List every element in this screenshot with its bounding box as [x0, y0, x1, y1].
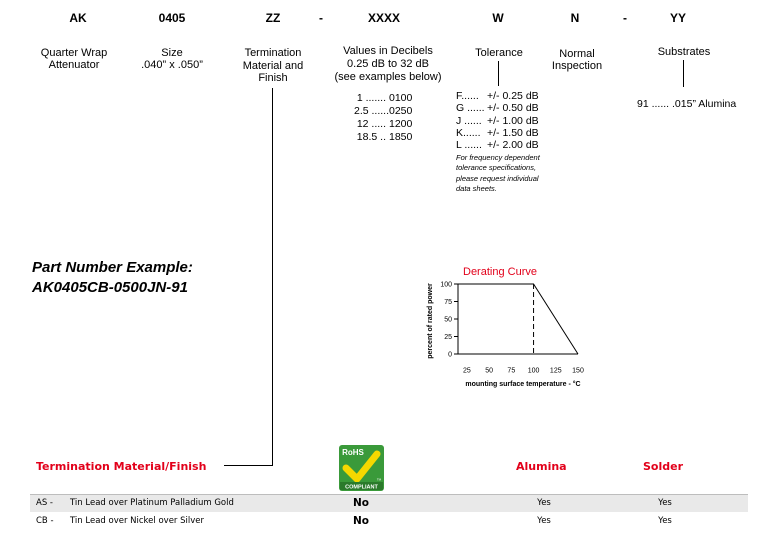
label-line: Attenuator: [48, 59, 100, 71]
note-line: please request individual: [456, 173, 539, 183]
value-code: 0250: [389, 104, 413, 117]
code-inspection: N: [570, 11, 580, 25]
label-value: [318, 45, 458, 84]
table-row: [30, 512, 748, 530]
row-solder: Yes: [658, 516, 672, 526]
logo-bottom-text: COMPLIANT: [345, 484, 378, 491]
y-tick-label: 75: [444, 299, 452, 306]
value-code: 0100: [389, 91, 413, 104]
y-tick-label: 50: [444, 316, 452, 324]
code-separator: -: [319, 11, 323, 25]
tolerance-key: F......: [456, 90, 479, 102]
label-line: Substrates: [657, 46, 711, 58]
row-code: CB -: [36, 516, 54, 526]
substrate-option: 91 ...... .015” Alumina: [637, 97, 737, 110]
tolerance-key: J ......: [456, 114, 482, 127]
row-code: AS -: [36, 498, 53, 508]
label-line: Size: [161, 47, 183, 59]
code-size: 0405: [158, 11, 186, 25]
tolerance-key: L ......: [456, 139, 482, 151]
note-line: tolerance specifications,: [456, 163, 537, 173]
code-termination: ZZ: [265, 11, 281, 25]
code-type: AK: [69, 11, 87, 25]
table-row: [30, 495, 748, 512]
value-db: 1 .......: [356, 91, 386, 104]
finish-table-heading: Termination Material/Finish: [36, 460, 207, 473]
label-line: Termination: [244, 47, 302, 59]
label-size: [112, 47, 232, 71]
logo-top-text: RoHS: [342, 448, 364, 457]
code-separator: -: [623, 11, 627, 25]
substrate-connector: [683, 60, 684, 87]
value-db: 18.5 ..: [356, 130, 386, 143]
tolerance-note: [456, 153, 540, 194]
y-tick-label: 25: [444, 334, 452, 341]
y-tick-label: 100: [440, 281, 452, 289]
code-value: XXXX: [367, 11, 400, 25]
row-description: Tin Lead over Nickel over Silver: [70, 516, 204, 526]
label-line: .040” x .050”: [141, 59, 203, 71]
label-line: Material and: [242, 59, 304, 72]
label-line: Inspection: [551, 60, 603, 72]
row-description: Tin Lead over Platinum Palladium Gold: [70, 498, 234, 508]
termination-connector-vertical: [272, 88, 273, 466]
tolerance-key: G ......: [456, 102, 485, 115]
value-db: 2.5 ......: [354, 104, 390, 117]
x-tick-label: 75: [507, 367, 516, 375]
label-inspection: [537, 48, 617, 72]
note-line: For frequency dependent: [456, 153, 540, 162]
tolerance-spec: +/- 1.00 dB: [487, 114, 539, 127]
row-alumina: Yes: [537, 516, 551, 526]
value-examples-list: [354, 92, 424, 144]
label-tolerance: [459, 47, 539, 60]
value-code: 1200: [389, 117, 413, 130]
label-line: Finish: [258, 72, 288, 84]
row-alumina: Yes: [537, 498, 551, 508]
label-line: Values in Decibels: [343, 44, 433, 57]
label-substrate: [644, 46, 724, 59]
derating-chart: [420, 276, 600, 391]
x-tick-label: 25: [462, 367, 471, 375]
row-rohs: No: [352, 497, 369, 509]
tolerance-spec: +/- 2.00 dB: [487, 139, 539, 151]
x-tick-label: 125: [549, 367, 562, 375]
x-tick-label: 100: [527, 367, 540, 375]
x-axis-label: mounting surface temperature - °C: [465, 381, 581, 388]
tolerance-spec: +/- 0.25 dB: [487, 90, 539, 102]
row-rohs: No: [352, 515, 369, 527]
label-line: Quarter Wrap: [40, 47, 108, 59]
value-db: 12 .....: [356, 117, 386, 130]
y-tick-label: 0: [448, 351, 452, 359]
tolerance-spec: +/- 1.50 dB: [487, 126, 539, 139]
tolerance-options-list: [456, 90, 556, 152]
y-axis-label: percent of rated power: [427, 283, 434, 359]
part-number-example: [32, 258, 193, 298]
termination-connector-horizontal: [224, 465, 273, 466]
label-line: (see examples below): [334, 70, 442, 83]
label-line: Normal: [559, 48, 595, 60]
tolerance-connector: [498, 61, 499, 86]
series-line: [458, 284, 578, 354]
note-line: data sheets.: [456, 183, 497, 193]
column-header-solder: Solder: [643, 460, 684, 473]
value-code: 1850: [389, 130, 413, 143]
label-line: Tolerance: [475, 47, 523, 59]
code-substrate: YY: [669, 11, 686, 25]
tolerance-spec: +/- 0.50 dB: [487, 102, 539, 115]
x-tick-label: 150: [572, 367, 584, 375]
rohs-compliant-logo: [339, 445, 384, 491]
row-solder: Yes: [658, 498, 672, 508]
x-tick-label: 50: [485, 367, 494, 375]
chart-title: Derating Curve: [463, 265, 537, 278]
label-type: [24, 47, 124, 71]
label-termination: [223, 47, 323, 85]
column-header-alumina: Alumina: [516, 460, 567, 473]
code-tolerance: W: [492, 11, 504, 25]
example-part-number: AK0405CB-0500JN-91: [32, 279, 188, 296]
tolerance-key: K......: [456, 126, 481, 139]
logo-tm-text: TM: [376, 477, 382, 482]
label-line: 0.25 dB to 32 dB: [347, 57, 429, 70]
example-heading: Part Number Example:: [32, 259, 193, 276]
